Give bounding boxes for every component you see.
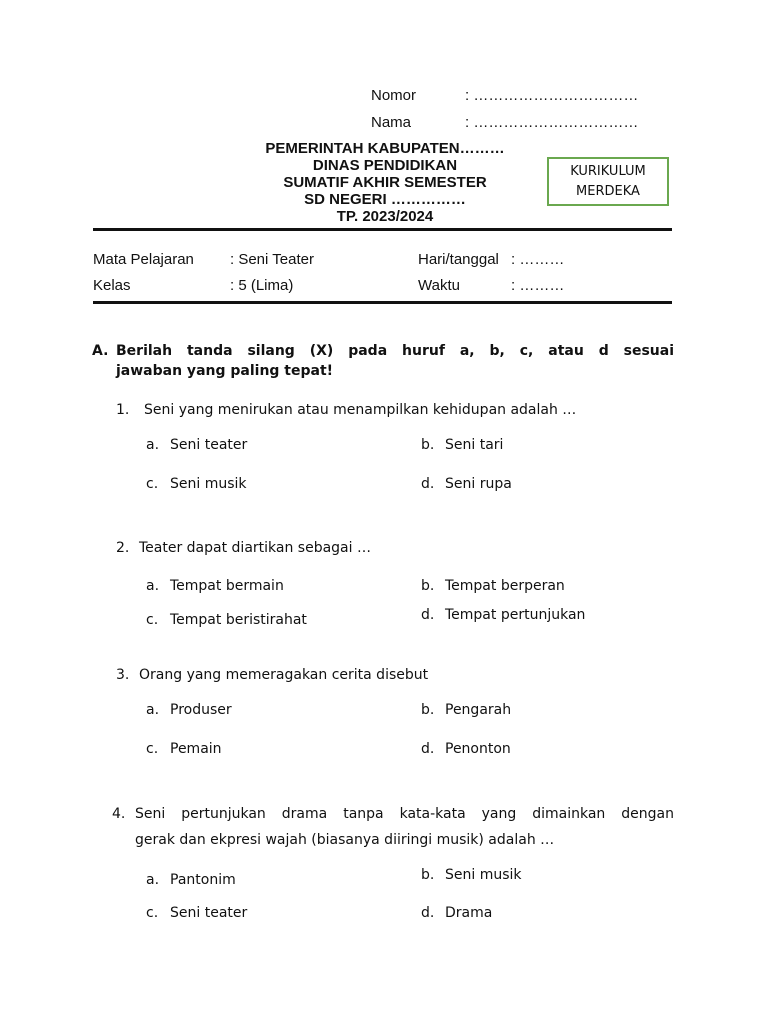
- q3-option-a-text: Produser: [170, 702, 232, 718]
- question-4-number: 4.: [112, 806, 126, 822]
- q3-option-a-letter: a.: [146, 702, 160, 718]
- q3-option-c-text: Pemain: [170, 741, 222, 757]
- q3-option-b-letter: b.: [421, 702, 435, 718]
- day-value: : ………: [511, 251, 565, 268]
- info-divider: [93, 301, 672, 304]
- question-1-number: 1.: [116, 402, 130, 418]
- class-value: : 5 (Lima): [230, 277, 294, 294]
- header-line-year: TP. 2023/2024: [336, 208, 434, 225]
- q3-option-d-letter: d.: [421, 741, 435, 757]
- q1-option-c-text: Seni musik: [170, 476, 247, 492]
- instruction-line-1: Berilah tanda silang (X) pada huruf a, b, c, atau d sesuai: [116, 343, 674, 359]
- day-label: Hari/tanggal: [418, 251, 499, 268]
- section-letter: A.: [92, 343, 109, 359]
- q4-option-b-text: Seni musik: [445, 867, 522, 883]
- header-line-government: PEMERINTAH KABUPATEN………: [265, 140, 505, 157]
- question-3-text: Orang yang memeragakan cerita disebut: [139, 667, 429, 683]
- question-2-number: 2.: [116, 540, 130, 556]
- q2-option-c-letter: c.: [146, 612, 159, 628]
- q3-option-c-letter: c.: [146, 741, 159, 757]
- q2-option-d-letter: d.: [421, 607, 435, 623]
- nama-label: Nama: [371, 114, 412, 131]
- question-4-text-line-1: Seni pertunjukan drama tanpa kata-kata yang dimainkan dengan: [135, 806, 674, 822]
- q2-option-c-text: Tempat beristirahat: [170, 612, 307, 628]
- time-value: : ………: [511, 277, 565, 294]
- q1-option-b-text: Seni tari: [445, 437, 504, 453]
- q3-option-b-text: Pengarah: [445, 702, 512, 718]
- curriculum-badge: [547, 157, 669, 206]
- q3-option-d-text: Penonton: [445, 741, 511, 757]
- subject-value: : Seni Teater: [230, 251, 314, 268]
- badge-line-2: MERDEKA: [576, 183, 640, 199]
- q4-option-c-letter: c.: [146, 905, 159, 921]
- q1-option-b-letter: b.: [421, 437, 435, 453]
- nama-value: : ……………………………: [465, 114, 639, 131]
- q4-option-a-letter: a.: [146, 872, 160, 888]
- header-divider: [93, 228, 672, 231]
- question-2-text: Teater dapat diartikan sebagai …: [139, 540, 371, 556]
- nomor-label: Nomor: [371, 87, 417, 104]
- q4-option-d-text: Drama: [445, 905, 493, 921]
- q2-option-b-letter: b.: [421, 578, 435, 594]
- question-1-text: Seni yang menirukan atau menampilkan kehidupan adalah …: [144, 402, 577, 418]
- q4-option-d-letter: d.: [421, 905, 435, 921]
- instruction-line-2: jawaban yang paling tepat!: [116, 363, 334, 379]
- question-4-text-line-2: gerak dan ekpresi wajah (biasanya diiringi musik) adalah …: [135, 832, 555, 848]
- q4-option-b-letter: b.: [421, 867, 435, 883]
- q4-option-a-text: Pantonim: [170, 872, 236, 888]
- question-3-number: 3.: [116, 667, 130, 683]
- q1-option-d-letter: d.: [421, 476, 435, 492]
- q2-option-a-letter: a.: [146, 578, 160, 594]
- q2-option-d-text: Tempat pertunjukan: [445, 607, 586, 623]
- class-label: Kelas: [93, 277, 131, 294]
- q4-option-c-text: Seni teater: [170, 905, 248, 921]
- q2-option-a-text: Tempat bermain: [170, 578, 284, 594]
- q1-option-a-text: Seni teater: [170, 437, 248, 453]
- subject-label: Mata Pelajaran: [93, 251, 194, 268]
- q1-option-d-text: Seni rupa: [445, 476, 512, 492]
- header-line-office: DINAS PENDIDIKAN: [312, 157, 458, 174]
- q1-option-a-letter: a.: [146, 437, 160, 453]
- q2-option-b-text: Tempat berperan: [445, 578, 565, 594]
- nomor-value: : ……………………………: [465, 87, 639, 104]
- badge-line-1: KURIKULUM: [570, 163, 646, 179]
- header-line-school: SD NEGERI ……………: [304, 191, 466, 208]
- q1-option-c-letter: c.: [146, 476, 159, 492]
- header-line-exam: SUMATIF AKHIR SEMESTER: [283, 174, 487, 191]
- time-label: Waktu: [418, 277, 460, 294]
